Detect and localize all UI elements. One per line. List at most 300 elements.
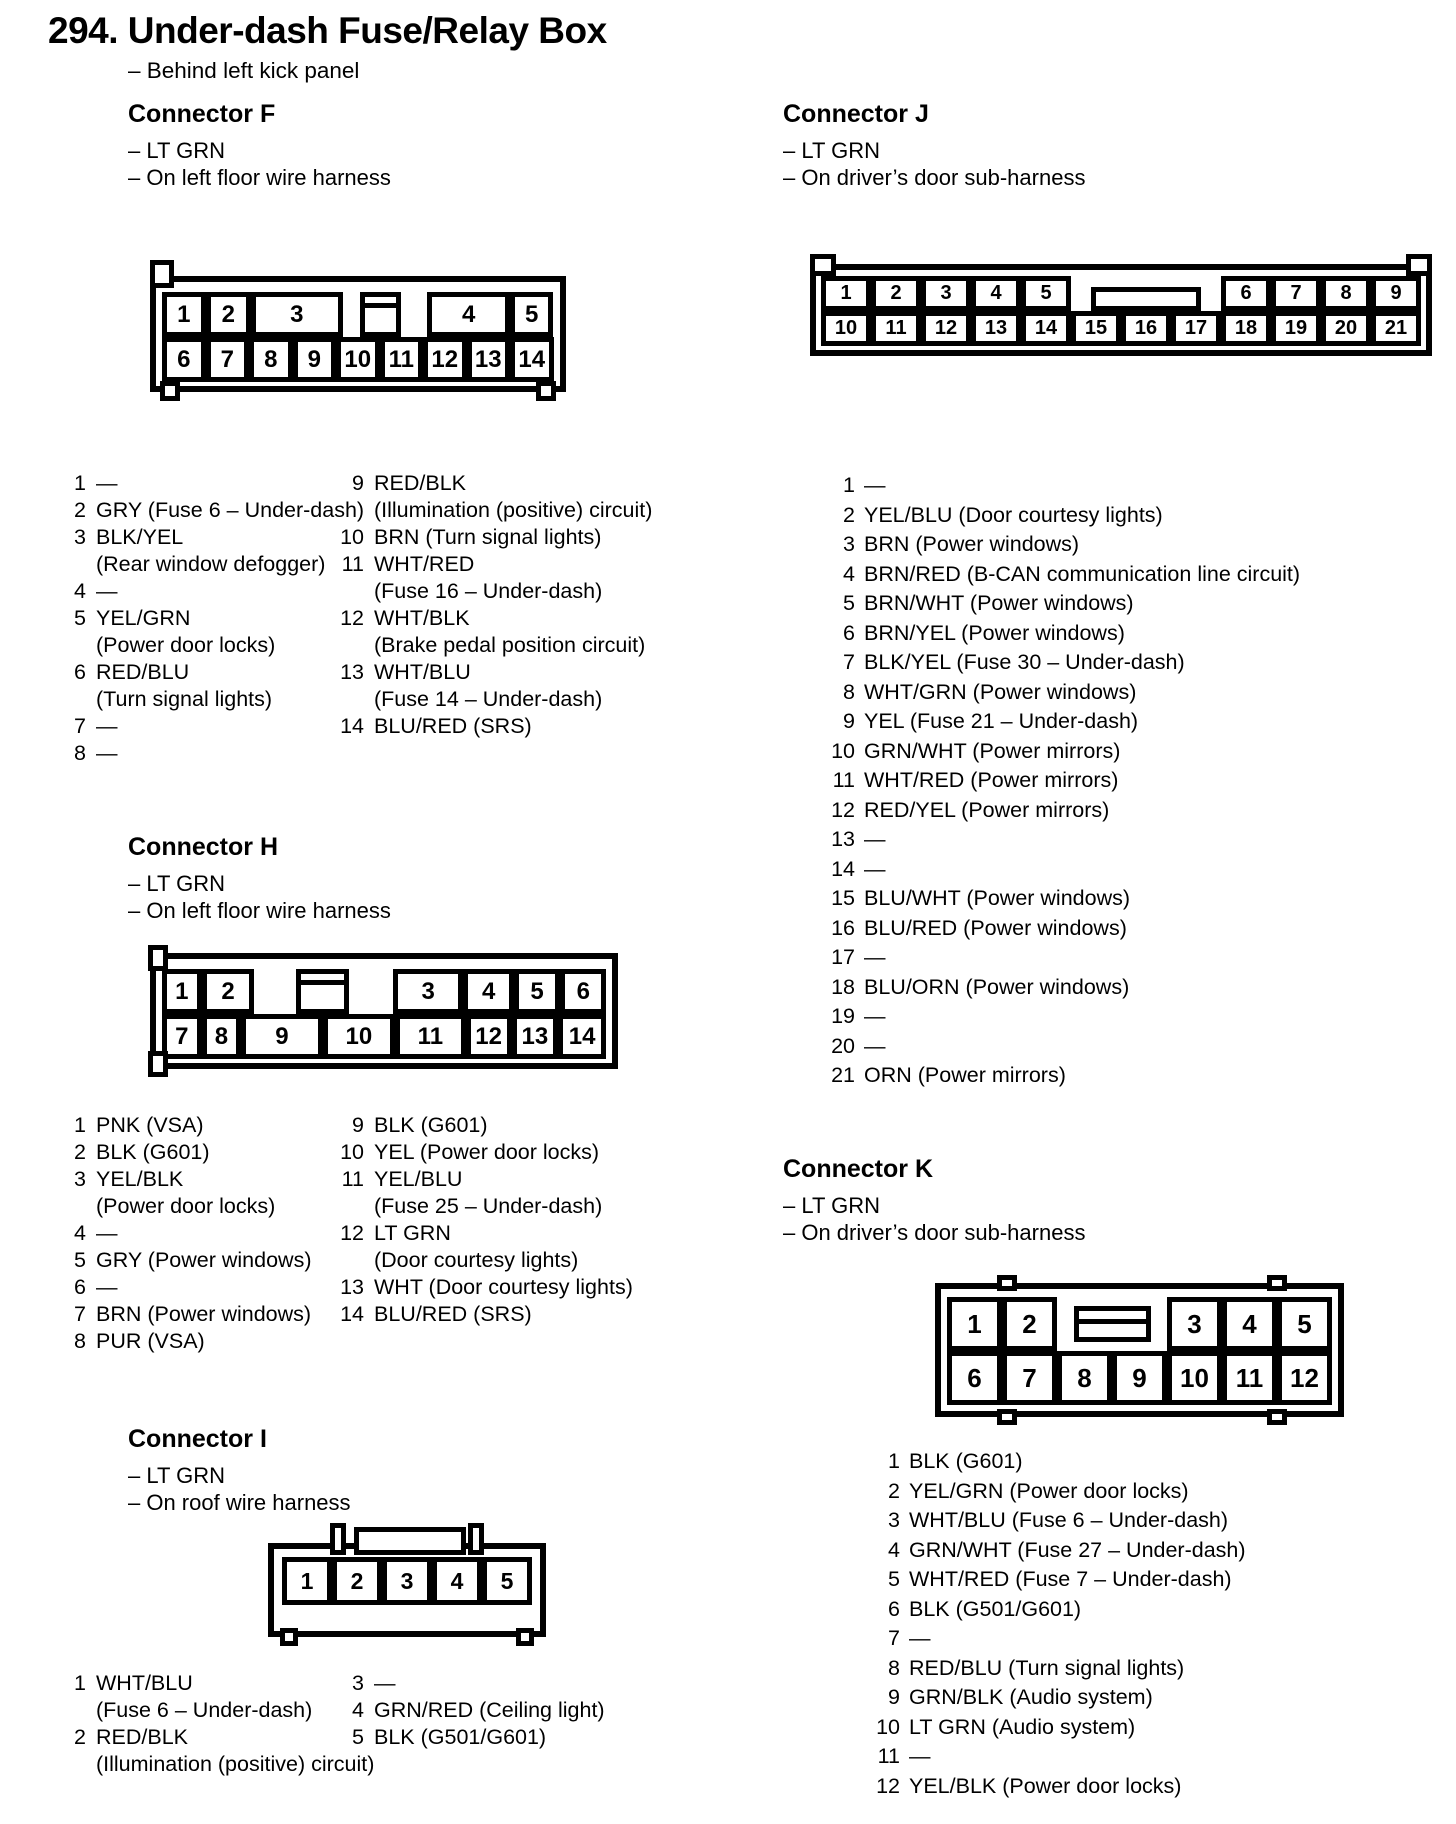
- pin-number: 3: [74, 525, 86, 549]
- pin-cavity-14: 14: [510, 337, 554, 382]
- pin-cavity-1: 1: [162, 292, 206, 337]
- pin-entry: [338, 1670, 605, 1697]
- pin-cavity-13: 13: [467, 337, 511, 382]
- mounting-foot: [536, 381, 556, 401]
- pin-number: 12: [831, 797, 855, 822]
- connector-note: – On driver’s door sub-harness: [783, 1220, 1086, 1245]
- latch-tab: [997, 1275, 1017, 1291]
- connector-j-pin-list: [815, 471, 1456, 1091]
- pin-number: 8: [843, 679, 855, 704]
- pin-cavity-11: 11: [395, 1014, 465, 1059]
- cavity-gap: [1201, 276, 1221, 311]
- pin-cavity-6: 6: [947, 1351, 1002, 1405]
- pin-number: 12: [340, 606, 364, 630]
- pin-description: BRN (Power windows): [96, 1302, 312, 1326]
- latch-tab: [1267, 1409, 1287, 1425]
- pin-description: —: [96, 1275, 118, 1299]
- pin-description: BLU/RED (SRS): [374, 1302, 532, 1326]
- pin-number: 11: [832, 768, 855, 792]
- pin-entry: [815, 1032, 1300, 1062]
- pin-entry: [815, 825, 1300, 855]
- pin-cavity-3: 3: [921, 276, 971, 311]
- pin-number: 8: [74, 741, 86, 765]
- pin-cavity-3: 3: [1167, 1297, 1222, 1351]
- mounting-ear: [1406, 254, 1432, 276]
- pin-description: —: [864, 473, 886, 497]
- pin-cavity-10: 10: [323, 1014, 396, 1059]
- pin-cavity-12: 12: [921, 311, 971, 346]
- pin-number: 10: [340, 525, 364, 549]
- connector-j-title: Connector J: [783, 100, 929, 128]
- pin-number: 3: [74, 1167, 86, 1191]
- pin-number: 5: [74, 606, 86, 630]
- pin-number: 9: [352, 471, 364, 495]
- pin-number: 2: [74, 1725, 86, 1749]
- pin-cavity-12: 12: [1277, 1351, 1332, 1405]
- pin-list-column: [815, 471, 1300, 1091]
- pin-cavity-8: 8: [1321, 276, 1371, 311]
- pin-description: BLU/WHT (Power windows): [864, 886, 1131, 910]
- pin-cavity-21: 21: [1371, 311, 1421, 346]
- pin-description: WHT/BLU (Fuse 14 – Under-dash): [374, 660, 603, 711]
- pin-number: 2: [843, 502, 855, 527]
- pin-entry: [338, 1301, 633, 1328]
- cavity-gap: [254, 969, 296, 1014]
- page-title: 294. Under-dash Fuse/Relay Box: [48, 10, 607, 51]
- pin-entry: [60, 1247, 338, 1274]
- pin-entry: [60, 740, 338, 767]
- pin-cavity-9: 9: [293, 337, 337, 382]
- pin-number: 1: [74, 1671, 86, 1695]
- pin-entry: [860, 1447, 1246, 1477]
- pin-entry: [60, 605, 338, 659]
- pin-number: 4: [888, 1537, 900, 1562]
- pin-description: BLU/RED (Power windows): [864, 915, 1127, 940]
- pin-description: BLK (G601): [96, 1140, 210, 1164]
- pin-cavity-13: 13: [512, 1014, 558, 1059]
- connector-k-pin-list: [860, 1447, 1456, 1801]
- pin-number: 5: [74, 1248, 86, 1272]
- keyway-tab: [1091, 287, 1201, 311]
- cavity-gap: [1057, 1297, 1074, 1351]
- pin-description: RED/BLK (Illumination (positive) circuit): [374, 471, 653, 522]
- pin-number: 7: [888, 1626, 900, 1650]
- pin-number: 5: [843, 591, 855, 615]
- pin-number: 9: [843, 709, 855, 733]
- pin-cavity-4: 4: [971, 276, 1021, 311]
- pin-description: BLU/RED (SRS): [374, 714, 532, 738]
- pin-description: ORN (Power mirrors): [864, 1063, 1066, 1087]
- pin-cavity-3: 3: [382, 1557, 432, 1605]
- pin-description: GRN/WHT (Fuse 27 – Under-dash): [909, 1537, 1246, 1562]
- pin-cavity-5: 5: [482, 1557, 532, 1605]
- pin-number: 10: [876, 1714, 900, 1739]
- connector-note: – LT GRN: [783, 138, 880, 163]
- pin-description: —: [909, 1744, 931, 1768]
- pin-number: 13: [831, 827, 855, 851]
- pin-number: 1: [74, 1113, 86, 1137]
- pin-number: 7: [843, 650, 855, 674]
- cavity-gap: [349, 969, 393, 1014]
- pin-number: 2: [888, 1478, 900, 1503]
- connector-note: – On left floor wire harness: [128, 898, 391, 923]
- pin-number: 14: [340, 714, 364, 738]
- pin-cavity-8: 8: [1057, 1351, 1112, 1405]
- pin-cavity-7: 7: [1002, 1351, 1057, 1405]
- pin-number: 4: [352, 1698, 364, 1722]
- pin-description: —: [864, 1004, 886, 1028]
- pin-entry: [338, 524, 652, 551]
- pin-cavity-16: 16: [1121, 311, 1171, 346]
- cavity-gap: [1151, 1297, 1168, 1351]
- pin-entry: [338, 1724, 605, 1751]
- pin-cavity-1: 1: [162, 969, 202, 1014]
- pin-cavity-5: 5: [1277, 1297, 1332, 1351]
- pin-number: 14: [340, 1302, 364, 1326]
- pin-number: 14: [831, 856, 855, 881]
- pin-entry: [815, 471, 1300, 501]
- pin-cavity-1: 1: [282, 1557, 332, 1605]
- pin-description: YEL (Fuse 21 – Under-dash): [864, 709, 1139, 733]
- pin-list-column: [60, 1112, 338, 1355]
- pin-entry: [815, 648, 1300, 678]
- pin-number: 11: [341, 1167, 364, 1191]
- pin-entry: [338, 713, 652, 740]
- keyway-tab: [360, 292, 401, 337]
- connector-note: – LT GRN: [128, 138, 225, 163]
- pin-description: PNK (VSA): [96, 1113, 204, 1137]
- connector-i-section: [60, 1425, 728, 1778]
- pin-entry: [815, 530, 1300, 560]
- pin-cavity-12: 12: [423, 337, 467, 382]
- pin-number: 18: [831, 974, 855, 999]
- mounting-foot: [280, 1628, 298, 1646]
- pin-cavity-8: 8: [202, 1014, 242, 1059]
- pin-cavity-10: 10: [821, 311, 871, 346]
- pin-description: BRN/RED (B-CAN communication line circuit): [864, 561, 1301, 586]
- pin-entry: [60, 497, 365, 524]
- pin-description: WHT/RED (Fuse 7 – Under-dash): [909, 1567, 1232, 1591]
- connector-j-notes: [755, 137, 1456, 191]
- pin-description: —: [864, 827, 886, 851]
- pin-entry: [815, 943, 1300, 973]
- pin-description: BRN (Power windows): [864, 532, 1080, 556]
- connector-note: – LT GRN: [128, 871, 225, 896]
- pin-list-column: [338, 1112, 633, 1328]
- pin-number: 3: [888, 1508, 900, 1532]
- pin-entry: [860, 1624, 1246, 1654]
- pin-entry: [815, 1002, 1300, 1032]
- pin-description: —: [96, 714, 118, 738]
- pin-entry: [60, 1166, 338, 1220]
- connector-i-pinout-diagram: [268, 1543, 546, 1637]
- pin-entry: [338, 1166, 633, 1220]
- latch-tab: [468, 1523, 484, 1555]
- pin-description: RED/YEL (Power mirrors): [864, 797, 1110, 822]
- pin-number: 21: [831, 1063, 855, 1087]
- pin-description: —: [96, 471, 118, 495]
- pin-description: BRN/YEL (Power windows): [864, 620, 1125, 645]
- pin-list-column: [338, 470, 652, 740]
- pin-cavity-1: 1: [947, 1297, 1002, 1351]
- connector-note: – On roof wire harness: [128, 1490, 351, 1515]
- pin-entry: [60, 1301, 338, 1328]
- pin-description: —: [864, 1033, 886, 1058]
- connector-f-section: [60, 100, 728, 767]
- pin-entry: [860, 1713, 1246, 1743]
- pin-cavity-4: 4: [432, 1557, 482, 1605]
- pin-cavity-6: 6: [1221, 276, 1271, 311]
- pin-number: 1: [888, 1449, 900, 1473]
- pin-cavity-3: 3: [393, 969, 463, 1014]
- keyway-notch: [150, 260, 174, 288]
- pin-cavity-6: 6: [560, 969, 606, 1014]
- pin-entry: [338, 659, 652, 713]
- pin-number: 5: [352, 1725, 364, 1749]
- connector-j-pinout-diagram: [810, 264, 1432, 356]
- pin-cavity-2: 2: [202, 969, 255, 1014]
- pin-description: PUR (VSA): [96, 1329, 205, 1353]
- pin-cavity-9: 9: [1112, 1351, 1167, 1405]
- pin-entry: [338, 551, 652, 605]
- pin-entry: [338, 1139, 633, 1166]
- pin-cavity-4: 4: [1222, 1297, 1277, 1351]
- pin-entry: [815, 884, 1300, 914]
- pin-number: 7: [74, 1302, 86, 1326]
- pin-entry: [815, 973, 1300, 1003]
- pin-number: 6: [888, 1596, 900, 1621]
- pin-description: BLK (G601): [909, 1449, 1023, 1473]
- pin-entry: [60, 1220, 338, 1247]
- pin-cavity-5: 5: [510, 292, 554, 337]
- connector-f-pinout-diagram: [150, 276, 566, 392]
- pin-entry: [815, 796, 1300, 826]
- connector-h-pinout-diagram: [150, 953, 618, 1069]
- pin-entry: [60, 1274, 338, 1301]
- pin-entry: [815, 619, 1300, 649]
- mounting-foot: [160, 381, 180, 401]
- connector-h-section: [60, 833, 728, 1355]
- pin-cavity-5: 5: [514, 969, 560, 1014]
- page-location-note: – Behind left kick panel: [128, 58, 360, 83]
- pin-description: BLU/ORN (Power windows): [864, 974, 1130, 999]
- connector-k-pinout-diagram: [935, 1283, 1344, 1417]
- pin-entry: [338, 1220, 633, 1274]
- connector-i-title: Connector I: [128, 1425, 267, 1453]
- pin-number: 1: [74, 471, 86, 495]
- pin-entry: [815, 560, 1300, 590]
- pin-number: 4: [843, 561, 855, 586]
- pin-description: BRN (Turn signal lights): [374, 525, 602, 549]
- pin-number: 20: [831, 1033, 855, 1058]
- pin-number: 2: [74, 1140, 86, 1164]
- pin-number: 8: [888, 1655, 900, 1680]
- connector-note: – LT GRN: [783, 1193, 880, 1218]
- connector-f-title: Connector F: [128, 100, 276, 128]
- pin-number: 4: [74, 579, 86, 603]
- pin-cavity-11: 11: [380, 337, 424, 382]
- pin-description: —: [96, 741, 118, 765]
- pin-cavity-4: 4: [463, 969, 514, 1014]
- pin-number: 6: [74, 1275, 86, 1299]
- pin-entry: [860, 1742, 1246, 1772]
- pin-number: 12: [876, 1773, 900, 1798]
- pin-description: YEL/BLK (Power door locks): [909, 1773, 1182, 1798]
- pin-cavity-2: 2: [871, 276, 921, 311]
- pin-cavity-10: 10: [336, 337, 380, 382]
- pin-entry: [860, 1536, 1246, 1566]
- pin-entry: [338, 1112, 633, 1139]
- pin-description: BLK (G501/G601): [374, 1725, 547, 1749]
- pin-cavity-7: 7: [206, 337, 250, 382]
- cavity-gap: [343, 292, 360, 337]
- pin-entry: [815, 737, 1300, 767]
- pin-entry: [60, 1724, 375, 1778]
- keyway-tab: [296, 969, 349, 1014]
- pin-description: RED/BLU (Turn signal lights): [909, 1655, 1185, 1680]
- pin-description: YEL/BLU (Fuse 25 – Under-dash): [374, 1167, 603, 1218]
- pin-description: GRN/WHT (Power mirrors): [864, 738, 1121, 763]
- pin-cavity-9: 9: [241, 1014, 322, 1059]
- cavity-gap: [1071, 276, 1091, 311]
- connector-h-notes: [60, 870, 728, 924]
- pin-number: 10: [340, 1140, 364, 1164]
- pin-cavity-14: 14: [1021, 311, 1071, 346]
- pin-cavity-3: 3: [251, 292, 342, 337]
- pin-entry: [860, 1477, 1246, 1507]
- pin-description: YEL/GRN (Power door locks): [96, 606, 276, 657]
- pin-entry: [338, 1274, 633, 1301]
- pin-description: GRY (Power windows): [96, 1248, 312, 1272]
- mounting-notch: [148, 1051, 168, 1077]
- connector-note: – LT GRN: [128, 1463, 225, 1488]
- pin-description: WHT/RED (Fuse 16 – Under-dash): [374, 552, 603, 603]
- connector-k-section: [755, 1155, 1456, 1801]
- pin-entry: [60, 1112, 338, 1139]
- latch-tab: [1267, 1275, 1287, 1291]
- pin-entry: [338, 605, 652, 659]
- pin-number: 3: [352, 1671, 364, 1695]
- pin-description: WHT/RED (Power mirrors): [864, 768, 1119, 792]
- pin-cavity-7: 7: [1271, 276, 1321, 311]
- connector-f-pin-list: [60, 470, 728, 767]
- pin-entry: [60, 713, 338, 740]
- pin-entry: [860, 1506, 1246, 1536]
- pin-description: YEL (Power door locks): [374, 1140, 600, 1164]
- pin-entry: [815, 501, 1300, 531]
- pin-number: 12: [340, 1221, 364, 1245]
- pin-number: 8: [74, 1329, 86, 1353]
- pin-cavity-12: 12: [466, 1014, 512, 1059]
- pin-list-column: [338, 1670, 605, 1751]
- pin-cavity-19: 19: [1271, 311, 1321, 346]
- pin-number: 17: [831, 945, 855, 969]
- pin-cavity-2: 2: [206, 292, 252, 337]
- connector-i-pin-list: [60, 1670, 728, 1778]
- pin-number: 3: [843, 532, 855, 556]
- pin-entry: [60, 578, 338, 605]
- pin-description: —: [96, 1221, 118, 1245]
- pin-cavity-5: 5: [1021, 276, 1071, 311]
- mounting-ear: [810, 254, 836, 276]
- pin-entry: [60, 1328, 338, 1355]
- pin-cavity-6: 6: [162, 337, 206, 382]
- pin-number: 5: [888, 1567, 900, 1591]
- pin-description: LT GRN (Audio system): [909, 1714, 1136, 1739]
- pin-number: 4: [74, 1221, 86, 1245]
- pin-cavity-4: 4: [427, 292, 510, 337]
- pin-number: 9: [888, 1685, 900, 1709]
- pin-entry: [60, 470, 338, 497]
- pin-description: —: [864, 856, 886, 881]
- connector-i-notes: [60, 1462, 728, 1516]
- pin-description: GRN/RED (Ceiling light): [374, 1698, 605, 1722]
- pin-description: BLK (G601): [374, 1113, 488, 1137]
- pin-number: 11: [877, 1744, 900, 1768]
- pin-number: 13: [340, 1275, 364, 1299]
- pin-description: GRY (Fuse 6 – Under-dash): [96, 498, 365, 522]
- pin-entry: [60, 1139, 338, 1166]
- pin-entry: [60, 1670, 338, 1724]
- latch-tab: [997, 1409, 1017, 1425]
- pin-description: YEL/BLK (Power door locks): [96, 1167, 276, 1218]
- pin-cavity-2: 2: [332, 1557, 382, 1605]
- pin-cavity-13: 13: [971, 311, 1021, 346]
- pin-list-column: [60, 1670, 375, 1778]
- pin-entry: [860, 1595, 1246, 1625]
- pin-entry: [815, 766, 1300, 796]
- pin-cavity-11: 11: [871, 311, 921, 346]
- pin-cavity-17: 17: [1171, 311, 1221, 346]
- pin-cavity-8: 8: [249, 337, 293, 382]
- pin-cavity-10: 10: [1167, 1351, 1222, 1405]
- pin-description: WHT (Door courtesy lights): [374, 1275, 633, 1299]
- connector-note: – On left floor wire harness: [128, 165, 391, 190]
- pin-cavity-18: 18: [1221, 311, 1271, 346]
- pin-entry: [815, 707, 1300, 737]
- pin-description: YEL/GRN (Power door locks): [909, 1478, 1189, 1503]
- connector-f-notes: [60, 137, 728, 191]
- pin-number: 7: [74, 714, 86, 738]
- pin-cavity-7: 7: [162, 1014, 202, 1059]
- pin-description: BRN/WHT (Power windows): [864, 591, 1134, 615]
- pin-number: 16: [831, 915, 855, 940]
- pin-cavity-14: 14: [558, 1014, 606, 1059]
- pin-entry: [860, 1772, 1246, 1802]
- pin-description: RED/BLU (Turn signal lights): [96, 660, 273, 711]
- pin-cavity-9: 9: [1371, 276, 1421, 311]
- pin-description: BLK (G501/G601): [909, 1596, 1082, 1621]
- pin-entry: [60, 524, 338, 578]
- pin-description: BLK/YEL (Fuse 30 – Under-dash): [864, 650, 1185, 674]
- pin-entry: [860, 1654, 1246, 1684]
- pin-cavity-20: 20: [1321, 311, 1371, 346]
- pin-cavity-1: 1: [821, 276, 871, 311]
- pin-number: 1: [843, 473, 855, 497]
- connector-h-pin-list: [60, 1112, 728, 1355]
- pin-entry: [815, 678, 1300, 708]
- pin-description: WHT/GRN (Power windows): [864, 679, 1137, 704]
- mounting-notch: [148, 945, 168, 971]
- connector-k-notes: [755, 1192, 1456, 1246]
- pin-description: —: [96, 579, 118, 603]
- pin-description: —: [374, 1671, 396, 1695]
- pin-entry: [860, 1683, 1246, 1713]
- connector-h-title: Connector H: [128, 833, 278, 861]
- connector-k-title: Connector K: [783, 1155, 933, 1183]
- cavity-gap: [401, 292, 427, 337]
- pin-entry: [815, 589, 1300, 619]
